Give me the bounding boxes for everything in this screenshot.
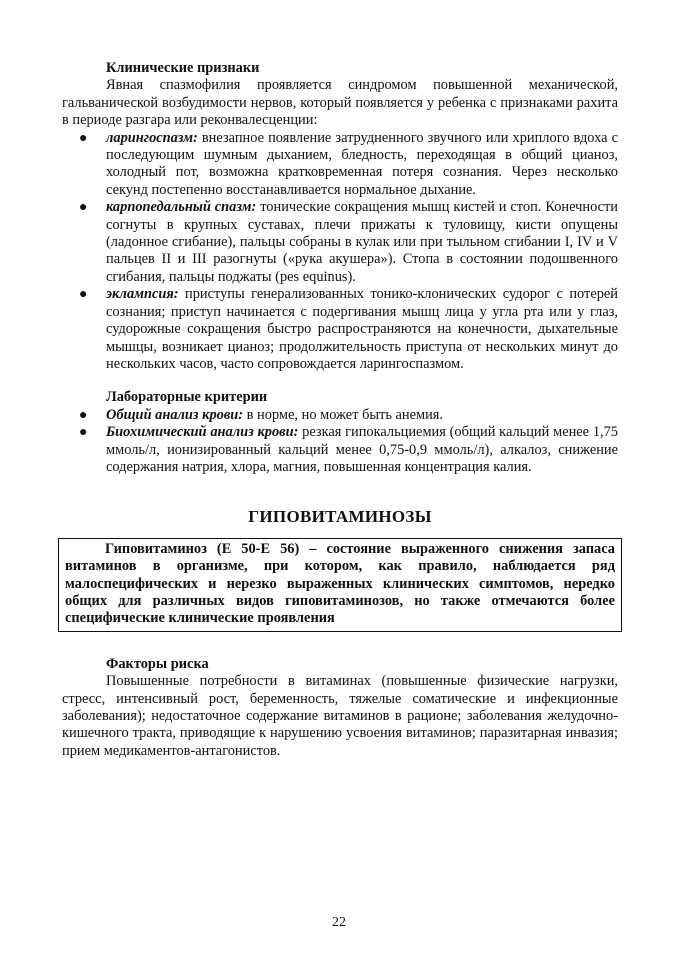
item-text: в норме, но может быть анемия. [243, 406, 444, 423]
list-item [62, 407, 618, 424]
list-item [62, 286, 618, 373]
bullet-icon: ● [79, 407, 88, 423]
item-text: внезапное появление затрудненного звучного или хриплого вдоха с последующим шумным дыханием, бледность, переходящая в общий цианоз, холодный пот, возможна кратковременная потеря сознания. Через несколько секунд постепенно восстанавливается нормальное дыхание. [106, 129, 618, 198]
section-title: ГИПОВИТАМИНОЗЫ [248, 507, 432, 527]
page-content [62, 60, 618, 760]
list-item [62, 199, 618, 286]
item-text: тонические сокращения мышц кистей и стоп. Конечности согнуты в крупных суставах, плечи прижаты к туловищу, кисти опущены (ладонное сгибание), пальцы собраны в кулак или при тыльном сгибании I, IV и V пальцев II и III разогнуты («рука акушера»). Стопа в состоянии подошвенного сгибания, пальцы поджаты (pes equinus). [106, 199, 618, 285]
risk-text: Повышенные потребности в витаминах (повышенные физические нагрузки, стресс, интенсивный рост, беременность, тяжелые соматические и инфекционные заболевания); недостаточное содержание витаминов в рационе; заболевания желудочно-кишечного тракта, приводящие к нарушению усвоения витаминов; паразитарная инвазия; прием медикаментов-антагонистов. [62, 673, 618, 759]
list-item [62, 424, 618, 476]
bullet-icon: ● [79, 425, 88, 441]
bullet-icon: ● [79, 200, 88, 216]
item-term: эклампсия: [106, 286, 179, 303]
lab-list [62, 407, 618, 477]
item-term: ларингоспазм: [106, 129, 198, 146]
bullet-icon: ● [79, 287, 88, 303]
definition-text: Гиповитаминоз (Е 50-Е 56) – состояние выраженного снижения запаса витаминов в организме, при котором, как правило, наблюдается ряд малоспецифических и нерезко выраженных клинических симптомов, нередко общих для различных видов гиповитаминозов, но также отмечаются более специфические клинические проявления [65, 540, 615, 627]
definition-box [58, 538, 622, 632]
clinical-heading: Клинические признаки [106, 60, 260, 76]
risk-heading: Факторы риска [106, 655, 209, 672]
page-number: 22 [332, 915, 346, 930]
item-text: приступы генерализованных тонико-клонических судорог с потерей сознания; приступ начинается с подергивания мышц лица у угла рта или у глаз, судорожные сокращения быстро распространяются на конечности, дыхательные мышцы, возникает цианоз; продолжительность приступа от нескольких минут до нескольких часов, часто сопровождается ларингоспазмом. [106, 286, 618, 372]
list-item [62, 130, 618, 200]
lab-heading: Лабораторные критерии [106, 389, 268, 406]
clinical-intro: Явная спазмофилия проявляется синдромом повышенной механической, гальванической возбудимости нервов, который появляется у ребенка с признаками рахита в периоде разгара или реконвалесценции: [62, 77, 618, 129]
item-term: карпопедальный спазм: [106, 199, 257, 216]
clinical-list [62, 130, 618, 374]
item-text: резкая гипокальциемия (общий кальций менее 1,75 ммоль/л, ионизированный кальций менее 0,75-0,9 ммоль/л), алкалоз, снижение содержания натрия, хлора, магния, повышенная концентрация калия. [106, 424, 618, 475]
item-term: Биохимический анализ крови: [106, 424, 299, 441]
bullet-icon: ● [79, 130, 88, 146]
item-term: Общий анализ крови: [106, 406, 244, 423]
